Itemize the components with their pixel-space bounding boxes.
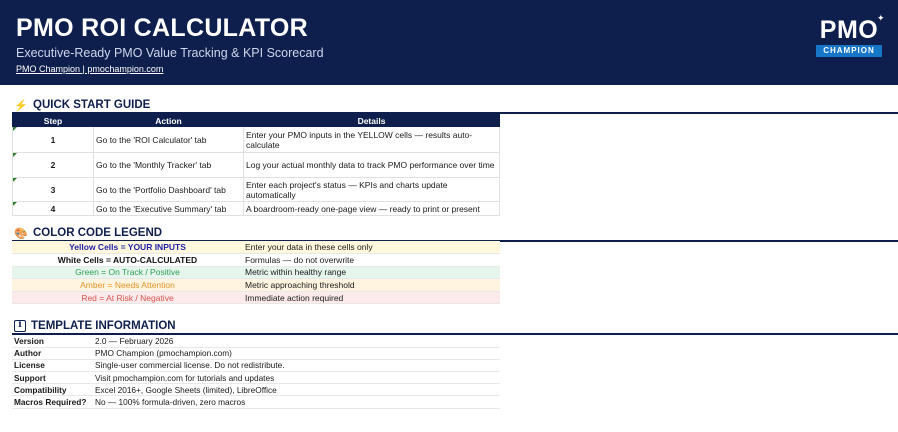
legend-swatch-white[interactable]: White Cells = AUTO-CALCULATED <box>12 254 243 267</box>
info-key[interactable]: Support <box>12 372 93 384</box>
comment-indicator <box>13 178 17 182</box>
legend-row <box>12 291 500 304</box>
palette-icon: 🎨 <box>14 227 28 240</box>
action-cell[interactable]: Go to the 'Portfolio Dashboard' tab <box>94 178 244 202</box>
info-value[interactable]: 2.0 — February 2026 <box>93 335 500 347</box>
info-row <box>12 372 500 384</box>
header-banner <box>0 0 898 85</box>
comment-indicator <box>13 153 17 157</box>
legend-description[interactable]: Enter your data in these cells only <box>243 241 500 254</box>
comment-indicator <box>13 127 17 131</box>
info-value[interactable]: Single-user commercial license. Do not redistribute. <box>93 359 500 371</box>
page-title: PMO ROI CALCULATOR <box>16 14 308 42</box>
info-key[interactable]: License <box>12 359 93 371</box>
info-row <box>12 359 500 371</box>
column-header-step: Step <box>13 115 94 127</box>
info-row <box>12 396 500 408</box>
table-row <box>13 153 500 178</box>
legend-swatch-yellow[interactable]: Yellow Cells = YOUR INPUTS <box>12 241 243 254</box>
info-value[interactable]: Visit pmochampion.com for tutorials and updates <box>93 372 500 384</box>
info-value[interactable]: PMO Champion (pmochampion.com) <box>93 347 500 359</box>
sparkle-icon: ✦ <box>877 13 885 23</box>
legend-row <box>12 279 500 292</box>
info-value[interactable]: No — 100% formula-driven, zero macros <box>93 396 500 408</box>
action-cell[interactable]: Go to the 'Executive Summary' tab <box>94 202 244 216</box>
color-legend-table <box>12 241 500 304</box>
info-value[interactable]: Excel 2016+, Google Sheets (limited), LibreOffice <box>93 384 500 396</box>
info-icon: i <box>14 320 26 332</box>
step-cell[interactable]: 1 <box>13 127 94 153</box>
legend-title: COLOR CODE LEGEND <box>33 227 163 239</box>
info-key[interactable]: Version <box>12 335 93 347</box>
website-link[interactable]: PMO Champion | pmochampion.com <box>16 64 164 74</box>
info-row <box>12 347 500 359</box>
legend-description[interactable]: Immediate action required <box>243 291 500 304</box>
action-cell[interactable]: Go to the 'Monthly Tracker' tab <box>94 153 244 178</box>
details-cell[interactable]: Enter each project's status — KPIs and charts update automatically <box>244 178 500 202</box>
step-cell[interactable]: 3 <box>13 178 94 202</box>
info-row <box>12 384 500 396</box>
table-row <box>13 178 500 202</box>
table-row <box>13 127 500 153</box>
step-cell[interactable]: 4 <box>13 202 94 216</box>
table-row <box>13 202 500 216</box>
template-info-table <box>12 335 500 409</box>
legend-description[interactable]: Formulas — do not overwrite <box>243 254 500 267</box>
info-key[interactable]: Author <box>12 347 93 359</box>
page-subtitle: Executive-Ready PMO Value Tracking & KPI Scorecard <box>16 46 324 60</box>
legend-swatch-red[interactable]: Red = At Risk / Negative <box>12 291 243 304</box>
quick-start-table <box>12 114 500 216</box>
pmo-champion-logo <box>816 13 886 58</box>
lightning-icon: ⚡ <box>14 99 28 112</box>
details-cell[interactable]: Enter your PMO inputs in the YELLOW cells — results auto-calculate <box>244 127 500 153</box>
action-cell[interactable]: Go to the 'ROI Calculator' tab <box>94 127 244 153</box>
logo-main-text: PMO <box>819 16 879 44</box>
legend-description[interactable]: Metric within healthy range <box>243 266 500 279</box>
details-cell[interactable]: Log your actual monthly data to track PMO performance over time <box>244 153 500 178</box>
quick-start-title: QUICK START GUIDE <box>33 99 151 111</box>
legend-row <box>12 266 500 279</box>
legend-description[interactable]: Metric approaching threshold <box>243 279 500 292</box>
column-header-action: Action <box>94 115 244 127</box>
details-cell[interactable]: A boardroom-ready one-page view — ready to print or present <box>244 202 500 216</box>
legend-row <box>12 241 500 254</box>
legend-row <box>12 254 500 267</box>
info-key[interactable]: Compatibility <box>12 384 93 396</box>
table-header-row <box>13 115 500 127</box>
logo-sub-text: CHAMPION <box>816 45 882 57</box>
legend-swatch-amber[interactable]: Amber = Needs Attention <box>12 279 243 292</box>
comment-indicator <box>13 202 17 206</box>
legend-swatch-green[interactable]: Green = On Track / Positive <box>12 266 243 279</box>
column-header-details: Details <box>244 115 500 127</box>
info-row <box>12 335 500 347</box>
info-key[interactable]: Macros Required? <box>12 396 93 408</box>
step-cell[interactable]: 2 <box>13 153 94 178</box>
template-info-title: TEMPLATE INFORMATION <box>31 320 176 332</box>
